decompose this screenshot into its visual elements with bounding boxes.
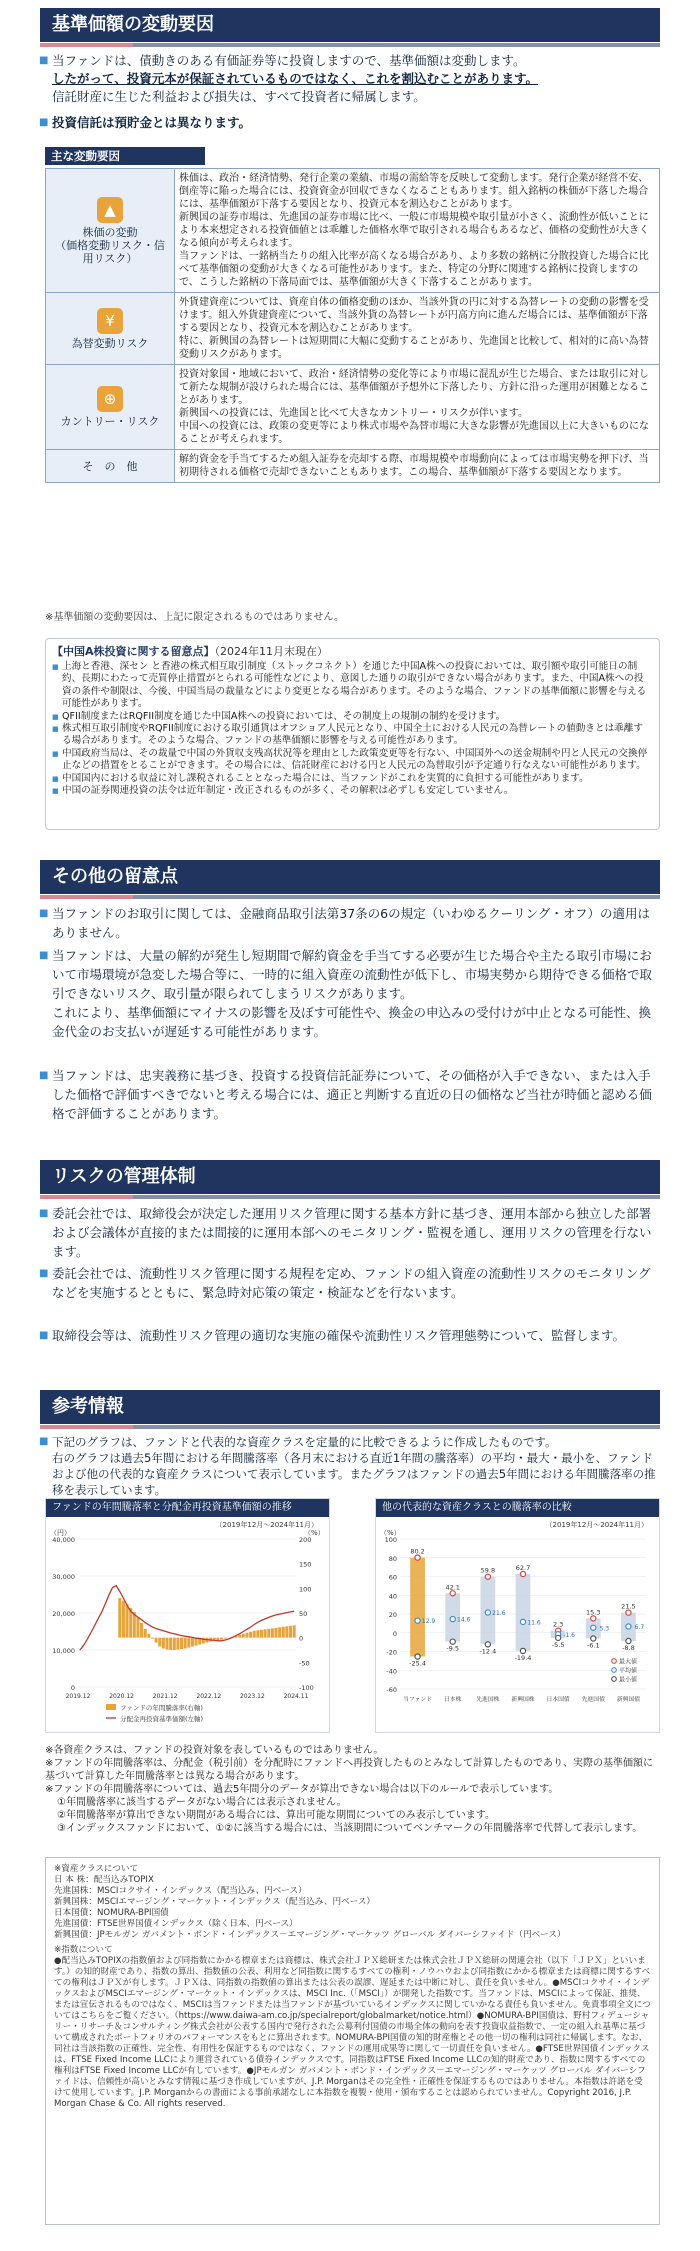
- chart1-right-tick: -50: [299, 1659, 310, 1668]
- risk-row: [46, 450, 660, 483]
- chart2-avg-marker: [450, 1616, 455, 1621]
- chart2-category: 日本株: [444, 1697, 462, 1703]
- china-notice-title: 【中国A株投資に関する留意点】（2024年11月末現在）: [52, 645, 329, 658]
- chart2-category: 先進国債: [581, 1697, 605, 1703]
- risk-label: 株価の変動 （価格変動リスク・信用リスク）: [55, 225, 165, 265]
- chart2-max-marker: [415, 1555, 420, 1560]
- chart2-legend-marker: [612, 1668, 617, 1673]
- chart2-avg-label: 12.9: [421, 1618, 436, 1626]
- chart1-return-bar: [264, 1629, 267, 1637]
- chart1-return-bar: [191, 1638, 194, 1647]
- chart-note: ②年間騰落率が算出できない期間がある場合には、算出可能な期間についてのみ表示しています。: [57, 1810, 495, 1821]
- chart2-avg-label: 6.7: [634, 1623, 645, 1631]
- chart2-legend-label: 最大値: [619, 1658, 638, 1666]
- chart2-category: 新興国債: [616, 1697, 641, 1703]
- china-notice-item: ■ 中国政府当局は、その裁量で中国の外貨収支残高状況等を理由とした政策変更等を行ない、中国国外への送金規制や円と人民元の交換停止などの措置をとることができます。その場合には、信託財産における円と人民元の為替取引が予定通り行なえない可能性があります。: [46, 748, 659, 773]
- chart1-x-tick: 2022.12: [196, 1693, 222, 1700]
- chart2-legend-label: 平均値: [619, 1667, 638, 1675]
- chart-note: ③インデックスファンドにおいて、①②に該当する場合には、当該期間についてベンチマークの年間騰落率で代替して表示します。: [57, 1823, 643, 1834]
- china-notice-item: ■ 中国の証券関連投資の法令は近年制定・改正されるものが多く、その解釈は必ずしも安定していません。: [46, 785, 659, 797]
- chart1-return-bar: [253, 1631, 256, 1638]
- section-title-other-notes: その他の留意点: [40, 860, 660, 894]
- chart1-right-tick: 50: [299, 1610, 308, 1618]
- risk-label: カントリー・リスク: [60, 415, 160, 428]
- chart2-avg-marker: [591, 1625, 596, 1630]
- chart1-return-bar: [162, 1638, 165, 1649]
- bullet-fluctuation-2: ■ 投資信託は預貯金とは異なります。: [52, 114, 662, 132]
- asset-class-line: 新興国債：JPモルガン ガバメント・ボンド・インデックス－エマージング・マーケッツ グローバル ダイバーシファイド（円ベース）: [54, 1930, 566, 1940]
- risk-description: 外貨建資産については、資産自体の価格変動のほか、当該外貨の円に対する為替レートの変動の影響を受けます。組入外貨建資産について、当該外貨の為替レートが円高方向に進んだ場合には、基準価額が下落する要因となり、投資元本を割込むことがあります。 特に、新興国の為替レートは短期間に大幅に変動することがあり、先進国と比較して、相対的に高い為替変動リスクがあります。: [175, 293, 660, 365]
- chart1-return-bar: [293, 1625, 296, 1637]
- chart2-y-tick: -20: [386, 1648, 397, 1657]
- chart2-min-label: -12.4: [479, 1647, 497, 1656]
- chart-note: ※ファンドの年間騰落率については、過去5年間分のデータが算出できない場合は以下のルールで表示しています。: [45, 1784, 559, 1795]
- index-head: ※指数について: [54, 1945, 113, 1955]
- risk-label-cell: [46, 293, 175, 365]
- asset-class-line: 日 本 株：配当込みTOPIX: [54, 1875, 154, 1885]
- fluctuation-footnote: ※基準価額の変動要因は、上記に限定されるものではありません。: [45, 612, 344, 623]
- chart2-min-label: -8.8: [622, 1644, 635, 1652]
- s2-bullet: ■ 当ファンドは、忠実義務に基づき、投資する投資信託証券について、その価格が入手できない、または入手した価格で評価すべきでないと考える場合には、適正と判断する直近の日の価格など当社が時価と認める価格で評価することがあります。: [52, 1066, 662, 1123]
- chart2-max-label: 59.8: [480, 1566, 496, 1575]
- chart1-return-bar: [173, 1638, 176, 1650]
- asset-class-head: ※資産クラスについて: [54, 1864, 139, 1874]
- chart2-legend-marker: [612, 1677, 617, 1682]
- chart1-return-bar: [136, 1617, 139, 1638]
- chart-icon: ▲: [97, 197, 123, 223]
- risk-description: 株価は、政治・経済情勢、発行企業の業績、市場の需給等を反映して変動します。発行企業が経営不安、倒産等に陥った場合には、投資資金が回収できなくなることもあります。組入銘柄の株価が下落した場合には、基準価額が下落する要因となり、投資元本を割込むことがあります。 新興国の証券市場は、先進国の証券市場に比べ、一般に市場規模や取引量が小さく、流動性が低いことにより本来想定される投資価値とは乖離した価格水準で取引される場合もあるなど、価格の変動性が大きくなる傾向が考えられます。 当ファンドは、一銘柄当たりの組入比率が高くなる場合があり、より多数の銘柄に分散投資した場合に比べて基準価額の変動が大きくなる可能性があります。また、特定の分野に関連する銘柄に投資しますので、こうした銘柄の下落局面では、基準価額が大きく下落することがあります。: [175, 169, 660, 293]
- chart1-svg: [46, 1517, 329, 1732]
- main-factors-heading: 主な変動要因: [45, 147, 205, 165]
- chart1-right-tick: 200: [299, 1536, 312, 1544]
- chart2-legend-marker: [612, 1659, 617, 1664]
- chart2-svg: [376, 1517, 659, 1732]
- chart2-avg-label: 5.3: [599, 1625, 610, 1633]
- risk-label: 為替変動リスク: [71, 336, 149, 350]
- chart2-max-marker: [450, 1591, 455, 1596]
- chart2-min-marker: [450, 1639, 455, 1644]
- risk-label-cell: [46, 365, 175, 450]
- chart1-right-tick: 0: [299, 1634, 304, 1643]
- globe-icon: ⊕: [97, 386, 123, 412]
- risk-label: そ の 他: [82, 459, 138, 473]
- chart2-y-tick: 80: [388, 1554, 397, 1563]
- chart1-return-bar: [245, 1633, 248, 1638]
- chart2-category: 新興国株: [511, 1697, 535, 1703]
- chart2-period: （2019年12月～2024年11月）: [545, 1521, 648, 1529]
- chart1-return-bar: [220, 1638, 223, 1640]
- yen-icon: ¥: [97, 308, 123, 334]
- s2-bullet: ■ 当ファンドのお取引に関しては、金融商品取引法第37条の6の規定（いわゆるクーリング・オフ）の適用はありません。: [52, 904, 662, 942]
- chart1-x-tick: 2020.12: [109, 1693, 135, 1700]
- chart1-left-tick: 10,000: [52, 1647, 75, 1655]
- chart2-min-marker: [415, 1654, 420, 1659]
- asset-class-line: 新興国株：MSCIエマージング・マーケット・インデックス（配当込み、円ベース）: [54, 1897, 376, 1907]
- chart1-legend-bar-swatch: [106, 1704, 116, 1710]
- chart2-avg-marker: [485, 1610, 490, 1615]
- s2-bullet: ■ 当ファンドは、大量の解約が発生し短期間で解約資金を手当てする必要が生じた場合や主たる取引市場において市場環境が急変した場合等に、一時的に組入資産の流動性が低下し、市場実勢から期待できる価格で取引できないリスク、取引量が限られてしまうリスクがあります。 これにより、基準価額にマイナスの影響を及ぼす可能性や、換金の申込みの受付けが中止となる可能性、換金代金のお支払いが遅延する可能性があります。: [52, 946, 662, 1041]
- asset-class-line: 日本国債：NOMURA-BPI国債: [54, 1908, 169, 1918]
- chart1-return-bar: [267, 1629, 270, 1638]
- chart-note: ※ファンドの年間騰落率は、分配金（税引前）を分配時にファンドへ再投資したものとみなして計算したものであり、実際の基準価額に基づいて計算した年間騰落率とは異なる場合があります。: [45, 1758, 653, 1782]
- chart2-title: 他の代表的な資産クラスとの騰落率の比較: [376, 1499, 659, 1517]
- bullet-fluctuation-1: [52, 52, 662, 106]
- index-disclaimer-box: [45, 1857, 660, 2225]
- chart2-min-marker: [626, 1638, 631, 1643]
- bullet-strong-text: したがって、投資元本が保証されているものではなく、これを割込むことがあります。: [52, 71, 539, 86]
- chart1-left-tick: 20,000: [52, 1610, 75, 1618]
- chart2-max-label: 2.3: [552, 1620, 564, 1629]
- fund-return-chart: [45, 1498, 330, 1733]
- chart2-category: 当ファンド: [403, 1697, 433, 1703]
- index-disclaimer-text: ●配当込みTOPIXの指数値および同指数にかかる標章または商標は、株式会社ＪＰＸ総研または株式会社ＪＰＸ総研の関連会社（以下「ＪＰＸ」といいます。）の知的財産であり、指数の算出、指数値の公表、利用など同指数に関するすべての権利・ノウハウおよび同指数にかかる標章または商標に関するすべての権利はＪＰＸが有します。ＪＰＸは、同指数の指数値の算出または公表の誤謬、遅延または中断に対し、責任を負いません。●MSCIコクサイ・インデックスおよびMSCIエマージング・マーケット・インデックスは、MSCI Inc.（「MSCI」）が開発した指数です。当ファンドは、MSCIによって保証、推奨、または宣伝されるものではなく、MSCIは当ファンドまたは当ファンドが基づいているインデックスに関していかなる責任も負いません。免責事項全文についてはこちらをご覧ください。（https://www.daiwa-am.co.jp/specialreport/globalmarket/notice.html）●NOMURA-BPI国債は、野村フィデューシャリー・リサーチ＆コンサルティング株式会社が公表する国内で発行された公募利付国債の市場全体の動向を表す投資収益指数で、一定の組入れ基準に基づいて構成されたポートフォリオのパフォーマンスをもとに算出されます。NOMURA-BPI国債の知的財産権とその他一切の権利は同社に帰属します。なお、同社は当該指数の正確性、完全性、有用性を保証するものではなく、ファンドの運用成果等に関して一切責任を負いません。●FTSE世界国債インデックスは、FTSE Fixed Income LLCにより運営されている債券インデックスです。同指数はFTSE Fixed Income LLCの知的財産であり、指数に関するすべての権利はFTSE Fixed Income LLCが有しています。●JPモルガン ガバメント・ボンド・インデックス－エマージング・マーケッツ グローバル ダイバーシファイドは、信頼性が高いとみなす情報に基づき作成していますが、J.P. Morganはその完全性・正確性を保証するものではありません。本指数は許諾を受けて使用しています。J.P. Morganからの書面による事前承諾なしに本指数を複製・使用・頒布することは認められていません。Copyright 2016, J.P. Morgan Chase & Co. All rights reserved.: [54, 1956, 651, 2109]
- chart1-return-bar: [187, 1638, 190, 1648]
- chart1-left-tick: 30,000: [52, 1573, 75, 1581]
- chart1-right-tick: 100: [299, 1585, 312, 1594]
- chart2-min-label: -25.4: [409, 1659, 426, 1668]
- chart2-min-marker: [485, 1642, 490, 1647]
- chart2-max-label: 62.7: [515, 1563, 531, 1572]
- china-notice-item: ■ 中国国内における収益に対し課税されることとなった場合には、当ファンドがこれを実質的に負担する可能性があります。: [46, 773, 659, 785]
- risk-factor-table: [45, 168, 660, 483]
- china-notice-item: ■ 上海と香港、深セン と香港の株式相互取引制度（ストックコネクト）を通じた中国A株への投資においては、取引額や取引可能日の制約、長期にわたって売買停止措置がとられる可能性などにより、意図した通りの取引ができない場合があります。また、中国A株への投資の条件や制限は、今後、中国当局の裁量などにより変更となる場合があります。そのような場合、ファンドの基準価額に影響を与える可能性があります。: [46, 661, 659, 711]
- s3-bullet: ■ 取締役会等は、流動性リスク管理の適切な実施の確保や流動性リスク管理態勢について、監督します。: [52, 1326, 662, 1345]
- bullet-text: 当ファンドは、債動きのある有価証券等に投資しますので、基準価額は変動します。: [52, 53, 526, 68]
- chart2-avg-marker: [626, 1624, 631, 1629]
- chart1-return-bar: [238, 1635, 241, 1638]
- chart1-return-bar: [169, 1638, 172, 1650]
- chart2-range-bar: [516, 1574, 531, 1651]
- chart1-left-tick: 40,000: [52, 1536, 75, 1544]
- chart2-avg-label: 11.6: [527, 1619, 541, 1627]
- chart2-unit: （%）: [380, 1529, 401, 1537]
- china-a-share-notice-box: [45, 638, 660, 830]
- chart1-return-bar: [271, 1628, 274, 1637]
- chart2-y-tick: -60: [386, 1686, 397, 1694]
- chart1-return-bar: [285, 1626, 288, 1637]
- reference-intro: ■ 下記のグラフは、ファンドと代表的な資産クラスを定量的に比較できるように作成したものです。 右のグラフは過去5年間における年間騰落率（各月末における直近1年間の騰落率）の平均・最大・最小を、ファンドおよび他の代表的な資産クラスについて表示しています。またグラフはファンドの過去5年間における年間騰落率の推移を表示しています。: [52, 1434, 662, 1498]
- chart2-avg-label: 14.6: [457, 1616, 471, 1624]
- s3-bullet: ■ 委託会社では、取締役会が決定した運用リスク管理に関する基本方針に基づき、運用本部から独立した部署および会議体が直接的または間接的に運用本部へのモニタリング・監視を通し、運用リスクの管理を行ないます。: [52, 1204, 662, 1261]
- chart1-return-bar: [282, 1627, 285, 1638]
- china-notice-item: ■ 株式相互取引制度やRQFII制度における取引通貨はオフショア人民元となり、中国全土における人民元の為替レートの値動きとは乖離する場合があります。そのような場合、ファンドの基準価額に影響を与える可能性があります。: [46, 723, 659, 748]
- china-notice-list: [46, 661, 659, 797]
- s3-bullet: ■ 委託会社では、流動性リスク管理に関する規程を定め、ファンドの組入資産の流動性リスクのモニタリングなどを実施するとともに、緊急時対応策の策定・検証などを行ないます。: [52, 1264, 662, 1302]
- chart2-y-tick: -40: [386, 1667, 397, 1676]
- chart1-return-bar: [151, 1638, 154, 1639]
- chart1-x-tick: 2019.12: [65, 1693, 91, 1700]
- chart1-right-unit: （%）: [304, 1529, 325, 1537]
- chart2-y-tick: 40: [388, 1592, 397, 1601]
- chart2-y-tick: 0: [392, 1629, 397, 1638]
- chart2-avg-marker: [520, 1619, 525, 1624]
- asset-class-line: 先進国債：FTSE世界国債インデックス（除く日本、円ベース）: [54, 1919, 298, 1929]
- chart2-max-label: 21.5: [621, 1602, 636, 1611]
- chart-note: ※各資産クラスは、ファンドの投資対象を表しているものではありません。: [45, 1745, 384, 1756]
- asset-class-comparison-chart: [375, 1498, 660, 1733]
- chart2-min-marker: [556, 1635, 561, 1640]
- chart1-x-tick: 2023.12: [239, 1693, 265, 1700]
- chart2-max-marker: [485, 1574, 490, 1579]
- chart1-left-unit: （円）: [50, 1529, 71, 1537]
- chart2-max-marker: [591, 1616, 596, 1621]
- chart1-return-bar: [176, 1638, 179, 1650]
- chart2-y-tick: 20: [388, 1611, 397, 1619]
- chart1-return-bar: [144, 1629, 147, 1638]
- chart2-min-marker: [520, 1648, 525, 1653]
- chart1-title: ファンドの年間騰落率と分配金再投資基準価額の推移: [46, 1499, 329, 1517]
- chart1-return-bar: [126, 1604, 129, 1638]
- chart2-avg-label: -1.6: [563, 1631, 576, 1639]
- chart1-return-bar: [147, 1634, 150, 1638]
- chart1-x-tick: 2021.12: [152, 1693, 178, 1700]
- chart2-avg-marker: [415, 1618, 420, 1623]
- chart1-return-bar: [118, 1598, 121, 1638]
- asset-class-lines: [54, 1875, 651, 1941]
- chart2-max-marker: [626, 1610, 631, 1615]
- risk-label-cell: [46, 169, 175, 293]
- chart2-min-label: -9.5: [446, 1644, 460, 1653]
- chart1-return-bar: [216, 1638, 219, 1640]
- chart1-right-tick: -100: [299, 1684, 314, 1692]
- risk-row: [46, 365, 660, 450]
- chart1-return-bar: [166, 1638, 169, 1650]
- chart1-return-bar: [278, 1627, 281, 1637]
- chart1-legend-bar: ファンドの年間騰落率(右軸): [120, 1704, 203, 1712]
- chart1-return-bar: [180, 1638, 183, 1649]
- section-title-fluctuation: 基準価額の変動要因: [40, 8, 660, 42]
- chart2-range-bar: [410, 1558, 425, 1657]
- risk-row: [46, 293, 660, 365]
- chart-note: ①年間騰落率に該当するデータがない場合には表示されません。: [57, 1797, 347, 1808]
- asset-class-line: 先進国株：MSCIコクサイ・インデックス（配当込み、円ベース）: [54, 1886, 307, 1896]
- bullet-text-tail: 信託財産に生じた利益および損失は、すべて投資者に帰属します。: [52, 89, 426, 104]
- chart1-return-bar: [260, 1630, 263, 1638]
- chart2-max-marker: [520, 1571, 525, 1576]
- chart2-min-label: -5.5: [551, 1640, 565, 1649]
- risk-label-cell: [46, 450, 175, 483]
- chart2-max-label: 42.1: [445, 1583, 460, 1592]
- chart1-period: （2019年12月～2024年11月）: [215, 1521, 318, 1529]
- chart1-return-bar: [155, 1638, 158, 1643]
- chart1-return-bar: [249, 1632, 252, 1638]
- risk-description: 解約資金を手当てするため組入証券を売却する際、市場規模や市場動向によっては市場実勢を押下げ、当初期待される価格で売却できないこともあります。この場合、基準価額が下落する要因となります。: [175, 450, 660, 483]
- chart1-return-bar: [184, 1638, 187, 1649]
- chart2-avg-label: 21.6: [492, 1610, 506, 1617]
- section-title-reference: 参考情報: [40, 1390, 660, 1424]
- chart2-min-label: -19.4: [514, 1653, 532, 1662]
- chart1-return-bar: [224, 1638, 227, 1639]
- chart2-max-label: 80.2: [410, 1547, 425, 1556]
- chart1-return-bar: [289, 1626, 292, 1638]
- chart2-category: 日本国債: [546, 1697, 570, 1703]
- chart1-return-bar: [256, 1630, 259, 1637]
- chart2-max-label: 15.3: [586, 1608, 601, 1617]
- chart1-nav-line: [80, 1586, 294, 1650]
- chart2-min-marker: [591, 1636, 596, 1641]
- risk-description: 投資対象国・地域において、政治・経済情勢の変化等により市場に混乱が生じた場合、または取引に対して新たな規制が設けられた場合には、基準価額が予想外に下落したり、方針に沿った運用が困難となることがあります。 新興国への投資には、先進国と比べて大きなカントリー・リスクが伴います。 中国への投資には、政策の変更等により株式市場や為替市場に大きな影響が先進国以上に大きいものになることが考えられます。: [175, 365, 660, 450]
- china-notice-item: ■ QFII制度またはRQFII制度を通じた中国A株への投資においては、その制度上の規制の制約を受けます。: [46, 711, 659, 723]
- section-title-risk-management: リスクの管理体制: [40, 1160, 660, 1194]
- chart1-return-bar: [122, 1601, 125, 1638]
- chart1-return-bar: [158, 1638, 161, 1647]
- chart2-category: 先進国株: [476, 1697, 500, 1703]
- chart1-x-tick: 2024.11: [283, 1693, 309, 1700]
- chart1-left-tick: 0: [70, 1684, 75, 1692]
- chart1-return-bar: [242, 1634, 245, 1638]
- chart1-right-tick: 150: [299, 1560, 312, 1569]
- risk-row: [46, 169, 660, 293]
- chart2-legend-label: 最小値: [619, 1676, 638, 1684]
- chart2-y-tick: 60: [388, 1573, 397, 1582]
- chart2-min-label: -6.1: [586, 1641, 600, 1650]
- chart1-legend-line: 分配金再投資基準価額(左軸): [120, 1715, 204, 1723]
- chart1-return-bar: [140, 1623, 143, 1638]
- chart1-return-bar: [275, 1628, 278, 1638]
- chart2-y-tick: 100: [384, 1536, 397, 1544]
